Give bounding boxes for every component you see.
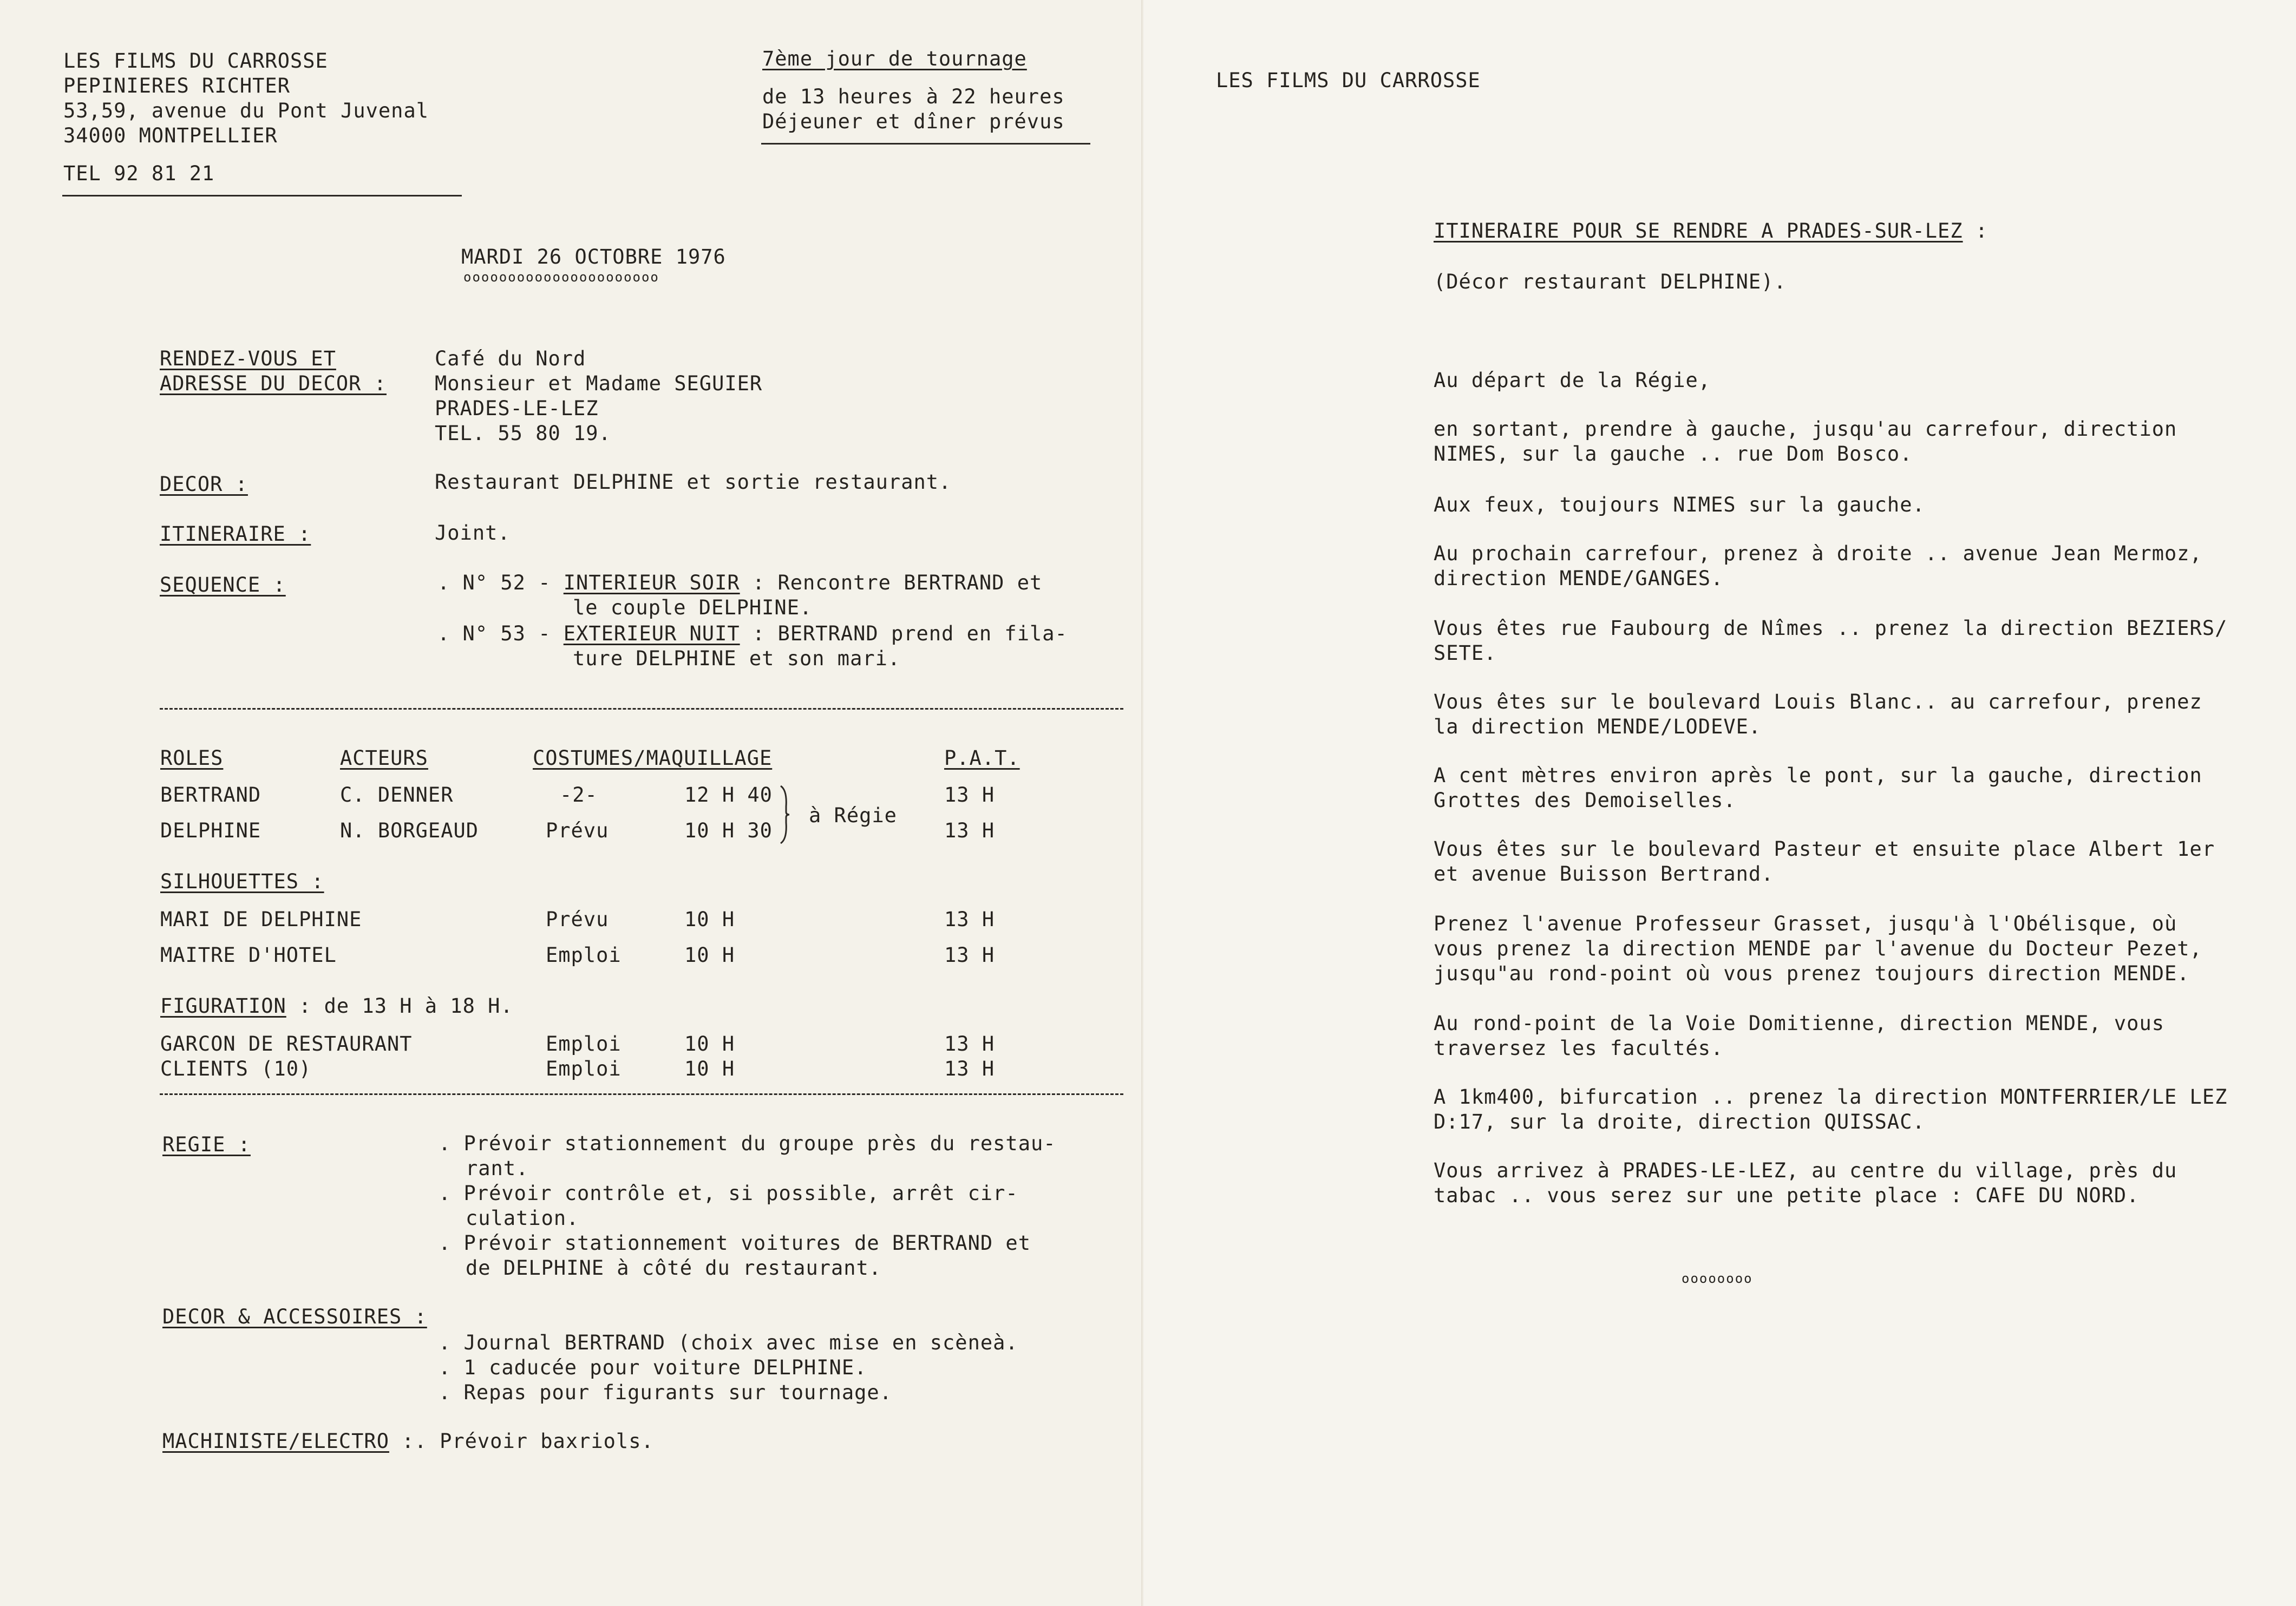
direction-line: tabac .. vous serez sur une petite place : CAFE DU NORD. — [1434, 1184, 2140, 1207]
cast-pat: 13 H — [944, 783, 995, 807]
shooting-day-title: 7ème jour de tournage — [762, 47, 1027, 70]
extra-pat: 13 H — [944, 1057, 995, 1080]
section-divider — [160, 1093, 1123, 1095]
cast-actor: N. BORGEAUD — [340, 819, 479, 842]
brace — [780, 785, 790, 844]
section-divider — [160, 708, 1123, 710]
direction-line: Au rond-point de la Voie Domitienne, direction MENDE, vous — [1434, 1012, 2165, 1035]
col-costumes: COSTUMES/MAQUILLAGE — [533, 746, 773, 770]
itinerary-subtitle: (Décor restaurant DELPHINE). — [1434, 270, 1787, 293]
col-actors: ACTEURS — [340, 746, 428, 770]
cast-actor: C. DENNER — [340, 783, 454, 807]
extra-role: CLIENTS (10) — [160, 1057, 312, 1080]
hours-rule — [761, 143, 1090, 145]
direction-line: Vous êtes rue Faubourg de Nîmes .. prenez la direction BEZIERS/ — [1434, 617, 2228, 640]
regie-item: . Prévoir stationnement du groupe près du restau- — [439, 1132, 1056, 1155]
silhouette-time: 10 H — [684, 908, 735, 931]
shooting-hours: de 13 heures à 22 heures — [762, 85, 1065, 108]
company-street: 53,59, avenue du Pont Juvenal — [63, 99, 429, 122]
silhouette-costume: Emploi — [546, 943, 622, 967]
silhouette-time: 10 H — [684, 943, 735, 967]
itinerary-title: ITINERAIRE POUR SE RENDRE A PRADES-SUR-LEZ : — [1434, 219, 1988, 242]
accessory-item: . Repas pour figurants sur tournage. — [439, 1381, 892, 1404]
rdv-value: TEL. 55 80 19. — [435, 422, 611, 445]
regie-label: REGIE : — [162, 1133, 251, 1156]
rdv-value: PRADES-LE-LEZ — [435, 397, 599, 420]
sequence-item: . N° 52 - INTERIEUR SOIR : Rencontre BERTRAND et — [437, 571, 1043, 594]
regie-note: à Régie — [809, 804, 897, 827]
accessories-label: DECOR & ACCESSOIRES : — [162, 1305, 427, 1328]
rdv-label: RENDEZ-VOUS ET — [160, 347, 336, 370]
regie-item: . Prévoir contrôle et, si possible, arrêt cir- — [439, 1182, 1018, 1205]
direction-line: A 1km400, bifurcation .. prenez la direction MONTFERRIER/LE LEZ — [1434, 1085, 2228, 1109]
direction-line: Vous êtes sur le boulevard Pasteur et ensuite place Albert 1er — [1434, 837, 2215, 861]
rdv-label: ADRESSE DU DECOR : — [160, 372, 387, 395]
regie-item: rant. — [466, 1157, 529, 1180]
extra-costume: Emploi — [546, 1057, 622, 1080]
direction-line: vous prenez la direction MENDE par l'avenue du Docteur Pezet, — [1434, 937, 2202, 960]
direction-line: D:17, sur la droite, direction QUISSAC. — [1434, 1110, 1925, 1133]
extra-costume: Emploi — [546, 1032, 622, 1056]
meals-note: Déjeuner et dîner prévus — [762, 110, 1065, 133]
direction-line: en sortant, prendre à gauche, jusqu'au carrefour, direction — [1434, 417, 2177, 441]
figuration-line: FIGURATION : de 13 H à 18 H. — [160, 994, 513, 1018]
extra-time: 10 H — [684, 1057, 735, 1080]
direction-line: Aux feux, toujours NIMES sur la gauche. — [1434, 493, 1925, 516]
silhouette-role: MARI DE DELPHINE — [160, 908, 362, 931]
direction-line: Au départ de la Régie, — [1434, 369, 1711, 392]
accessory-item: . Journal BERTRAND (choix avec mise en scèneà. — [439, 1331, 1018, 1354]
shooting-date: MARDI 26 OCTOBRE 1976 — [461, 245, 726, 268]
direction-line: Prenez l'avenue Professeur Grasset, jusqu'à l'Obélisque, où — [1434, 912, 2177, 935]
regie-item: culation. — [466, 1207, 579, 1230]
cast-costume: -2- — [560, 783, 598, 807]
decor-value: Restaurant DELPHINE et sortie restaurant. — [435, 470, 952, 494]
call-sheet-page — [0, 0, 1143, 1606]
company-name: LES FILMS DU CARROSSE — [1216, 69, 1481, 92]
machinist-line: MACHINISTE/ELECTRO :. Prévoir baxriols. — [162, 1430, 654, 1453]
itinerary-value: Joint. — [435, 521, 511, 545]
direction-line: Vous arrivez à PRADES-LE-LEZ, au centre du village, près du — [1434, 1159, 2177, 1182]
extra-pat: 13 H — [944, 1032, 995, 1056]
silhouette-pat: 13 H — [944, 943, 995, 967]
direction-line: SETE. — [1434, 641, 1497, 665]
company-phone: TEL 92 81 21 — [63, 162, 215, 185]
accessory-item: . 1 caducée pour voiture DELPHINE. — [439, 1356, 867, 1379]
cast-time: 10 H 30 — [684, 819, 773, 842]
cast-role: DELPHINE — [160, 819, 261, 842]
cast-role: BERTRAND — [160, 783, 261, 807]
company-location: PEPINIERES RICHTER — [63, 74, 290, 97]
direction-line: la direction MENDE/LODEVE. — [1434, 715, 1762, 738]
header-rule — [62, 195, 462, 196]
silhouettes-label: SILHOUETTES : — [160, 870, 324, 893]
cast-pat: 13 H — [944, 819, 995, 842]
extra-role: GARCON DE RESTAURANT — [160, 1032, 413, 1056]
silhouette-costume: Prévu — [546, 908, 609, 931]
regie-item: . Prévoir stationnement voitures de BERTRAND et — [439, 1231, 1031, 1255]
direction-line: et avenue Buisson Bertrand. — [1434, 862, 1774, 886]
rdv-value: Monsieur et Madame SEGUIER — [435, 372, 763, 395]
direction-line: A cent mètres environ après le pont, sur la gauche, direction — [1434, 764, 2202, 787]
col-roles: ROLES — [160, 746, 224, 770]
extra-time: 10 H — [684, 1032, 735, 1056]
sequence-item: . N° 53 - EXTERIEUR NUIT : BERTRAND prend en fila- — [437, 622, 1068, 645]
itinerary-label: ITINERAIRE : — [160, 522, 311, 546]
sequence-item-cont: ture DELPHINE et son mari. — [573, 647, 901, 670]
cast-costume: Prévu — [546, 819, 609, 842]
direction-line: Au prochain carrefour, prenez à droite .. avenue Jean Mermoz, — [1434, 542, 2202, 565]
direction-line: Vous êtes sur le boulevard Louis Blanc.. au carrefour, prenez — [1434, 690, 2202, 713]
date-underline: oooooooooooooooooooooo — [463, 270, 659, 285]
direction-line: Grottes des Demoiselles. — [1434, 789, 1736, 812]
decor-label: DECOR : — [160, 473, 248, 496]
regie-item: de DELPHINE à côté du restaurant. — [466, 1256, 882, 1280]
rdv-value: Café du Nord — [435, 347, 586, 370]
direction-line: jusqu"au rond-point où vous prenez toujours direction MENDE. — [1434, 962, 2190, 985]
silhouette-pat: 13 H — [944, 908, 995, 931]
silhouette-role: MAITRE D'HOTEL — [160, 943, 337, 967]
direction-line: direction MENDE/GANGES. — [1434, 567, 1724, 590]
company-city: 34000 MONTPELLIER — [63, 124, 278, 147]
cast-time: 12 H 40 — [684, 783, 773, 807]
sequence-item-cont: le couple DELPHINE. — [573, 596, 813, 619]
direction-line: NIMES, sur la gauche .. rue Dom Bosco. — [1434, 442, 1913, 466]
direction-line: traversez les facultés. — [1434, 1037, 1724, 1060]
col-pat: P.A.T. — [944, 746, 1020, 770]
itinerary-page — [1143, 0, 2296, 1606]
end-marks: oooooooo — [1682, 1271, 1753, 1286]
sequence-label: SEQUENCE : — [160, 573, 286, 596]
company-name: LES FILMS DU CARROSSE — [63, 49, 328, 73]
